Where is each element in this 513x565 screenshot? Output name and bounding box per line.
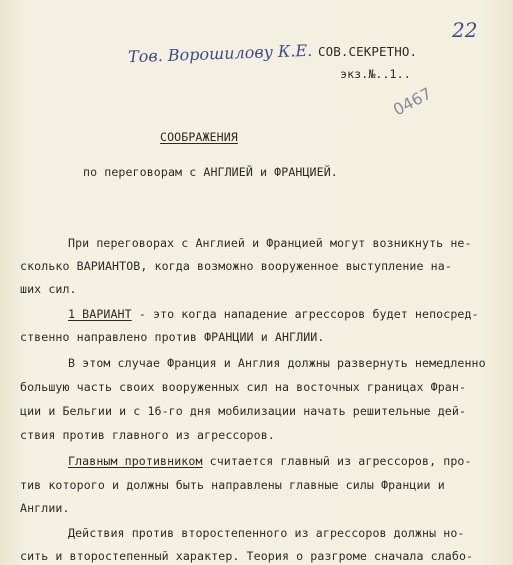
classification-stamp: СОВ.СЕКРЕТНО. bbox=[318, 44, 418, 59]
text-line: большую часть своих вооруженных сил на восточных границах Фран- bbox=[20, 380, 467, 394]
document-title: СООБРАЖЕНИЯ bbox=[160, 130, 238, 144]
variant-text: - это когда нападение агрессоров будет непосред- bbox=[131, 307, 479, 321]
text-line: тив которого и должны быть направлены главные силы Франции и bbox=[20, 478, 445, 492]
text-line bbox=[68, 454, 472, 468]
variant-heading: 1 ВАРИАНТ bbox=[68, 307, 132, 321]
text-line: В этом случае Франция и Англия должны развернуть немедленно bbox=[68, 356, 486, 370]
text-line: Действия против второстепенного из агрессоров должны но- bbox=[68, 526, 465, 540]
handwritten-addressee: Тов. Ворошилову К.Е. bbox=[127, 40, 313, 67]
main-enemy-heading: Главным противником bbox=[68, 454, 203, 468]
text-line bbox=[68, 307, 479, 321]
copy-number: экз.№..1.. bbox=[340, 67, 411, 81]
document-subtitle: по переговорам с АНГЛИЕЙ и ФРАНЦИЕЙ. bbox=[83, 165, 338, 179]
handwritten-archive-number: 0467 bbox=[389, 83, 435, 120]
text-line: Англии. bbox=[20, 501, 70, 515]
text-line: ции и Бельгии и с 16-го дня мобилизации начать решительные дей- bbox=[20, 404, 467, 418]
handwritten-page-number: 22 bbox=[452, 18, 478, 42]
text-line: ственно направлено против ФРАНЦИИ и АНГЛИИ. bbox=[20, 330, 325, 344]
text-line: При переговорах с Англией и Францией могут возникнуть не- bbox=[68, 236, 472, 250]
main-enemy-text: считается главный из агрессоров, про- bbox=[202, 454, 472, 468]
text-line: ствия против главного из агрессоров. bbox=[20, 428, 275, 442]
text-line: ших сил. bbox=[20, 282, 77, 296]
text-line: сколько ВАРИАНТОВ, когда возможно вооруженное выступление на- bbox=[20, 259, 452, 273]
text-line: сить и второстепенный характер. Теория о разгроме сначала слабо- bbox=[20, 549, 474, 563]
